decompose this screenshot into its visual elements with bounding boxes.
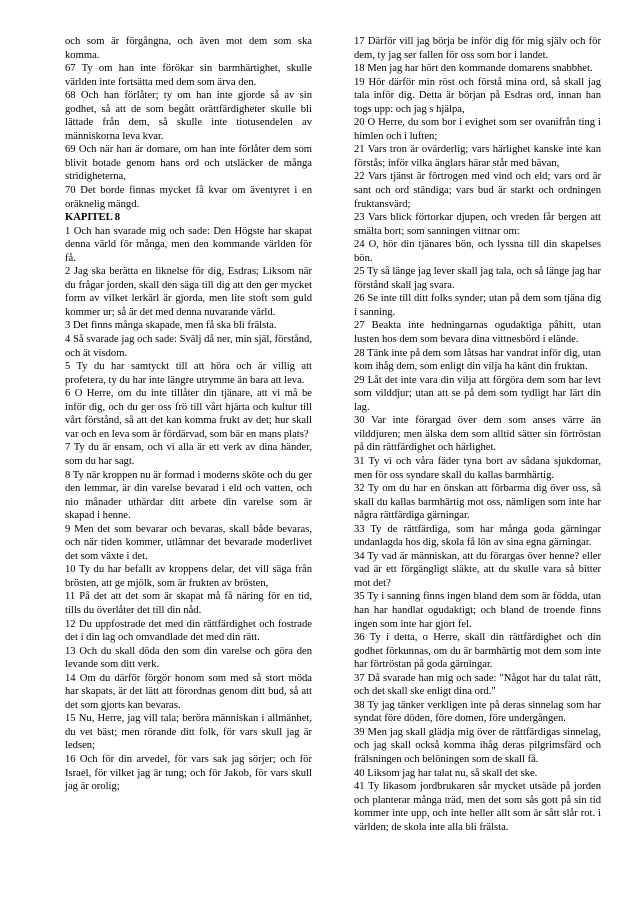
verse-paragraph: 34 Ty vad är människan, att du förargas över henne? eller vad är ett förgängligt släkte, att du skulle vara så bitter mot det? [354, 550, 601, 589]
verse-paragraph: 70 Det borde finnas mycket få kvar om äventyret i en oräknelig mängd. [65, 185, 312, 210]
verse-paragraph: 37 Då svarade han mig och sade: "Något har du talat rätt, och det skall ske enligt dina ord." [354, 672, 601, 698]
verse-paragraph: 69 Och när han är domare, om han inte förlåter dem som blivit botade genom hans ord och utsläcker de många stridigheterna, [65, 144, 312, 183]
left-column [65, 35, 312, 875]
verse-paragraph: 20 O Herre, du som bor i evighet som ser ovanifrån ting i himlen och i luften; [354, 117, 601, 142]
verse-paragraph: 36 Ty i detta, o Herre, skall din rättfärdighet och din godhet förkunnas, om du är barmhärtig mot dem som inte har förtröstan på goda gärningar. [354, 632, 601, 671]
verse-paragraph: 30 Var inte förargad över dem som anses värre än vilddjuren; men älska dem som alltid sätter sin förtröstan på din rättfärdighet och härlighet. [354, 415, 601, 454]
verse-paragraph: och som är förgångna, och även mot dem som ska komma. [65, 36, 312, 61]
verse-paragraph: 22 Vars tjänst är förtrogen med vind och eld; vars ord är sant och ord ständiga; vars bud är starkt och ordningen fruktansvärd; [354, 171, 601, 210]
verse-paragraph: 15 Nu, Herre, jag vill tala; beröra människan i allmänhet, du vet bäst; men rörande ditt folk, för vars skull jag är ledsen; [65, 713, 312, 752]
verse-paragraph: 5 Ty du har samtyckt till att höra och är villig att profetera, ty du har inte längre utrymme än bara att leva. [65, 361, 312, 386]
verse-paragraph: 41 Ty likasom jordbrukaren sår mycket utsäde på jorden och planterar många träd, men det som sås gott på sin tid kommer inte upp, och inte heller allt som är sått slår rot. i världen; de skola inte alla bli frälsta. [354, 781, 601, 833]
verse-paragraph: 24 O, hör din tjänares bön, och lyssna till din skapelses bön. [354, 239, 601, 264]
verse-paragraph: 29 Låt det inte vara din vilja att förgöra dem som har levt som vilddjur; utan att se på dem som tydligt har lärt din lag. [354, 374, 601, 413]
verse-paragraph: 7 Ty du är ensam, och vi alla är ett verk av dina händer, som du har sagt. [65, 442, 312, 467]
document-page [65, 35, 601, 875]
chapter-heading: KAPITEL 8 [65, 212, 121, 224]
verse-paragraph: 21 Vars tron är ovärderlig; vars härlighet kanske inte kan förstås; inför vilka änglars härar står med bävan, [354, 144, 601, 169]
verse-paragraph: 18 Men jag har hört den kommande domarens snabbhet. [354, 63, 593, 75]
verse-paragraph: 10 Ty du har befallt av kroppens delar, det vill säga från brösten, att ge mjölk, som är frukten av brösten, [65, 564, 312, 589]
verse-paragraph: 38 Ty jag tänker verkligen inte på deras sinnelag som har syndat före döden, före domen, före undergången. [354, 699, 601, 725]
verse-paragraph: 3 Det finns många skapade, men få ska bli frälsta. [65, 320, 277, 332]
verse-paragraph: 23 Vars blick förtorkar djupen, och vreden får bergen att smälta bort; som sanningen vittnar om: [354, 212, 601, 237]
verse-paragraph: 25 Ty så länge jag lever skall jag tala, och så länge jag har förstånd skall jag svara. [354, 266, 601, 291]
verse-paragraph: 11 På det att det som är skapat må få näring för en tid, tills du överlåter det till din nåd. [65, 591, 312, 616]
verse-paragraph: 32 Ty om du har en önskan att förbarma dig över oss, så skall du kallas barmhärtig mot oss, nämligen som inte har några rättfärdiga gärningar. [354, 483, 601, 522]
verse-paragraph: 35 Ty i sanning finns ingen bland dem som är födda, utan han har handlat ogudaktigt; och bland de troende finns ingen som inte har gjort fel. [354, 591, 601, 630]
verse-paragraph: 68 Och han förlåter; ty om han inte gjorde så av sin godhet, så att de som begått orättfärdigheter skulle bli lättade från dem, så skulle inte tiotusendelen av människorna leva kvar. [65, 90, 312, 142]
verse-paragraph: 17 Därför vill jag börja be inför dig för mig själv och för dem, ty jag ser fallen för oss som bor i landet. [354, 36, 601, 61]
verse-paragraph: 26 Se inte till ditt folks synder; utan på dem som tjäna dig i sanning. [354, 293, 601, 318]
verse-paragraph: 1 Och han svarade mig och sade: Den Högste har skapat denna värld för många, men den kommande världen för få. [65, 225, 312, 264]
verse-paragraph: 6 O Herre, om du inte tillåter din tjänare, att vi må be inför dig, och du ger oss frö till vårt hjärta och kultur till vårt förstånd, så att det kan komma frukt av det; hur skall var och en leva som är fördärvad, som bär en mans plats? [65, 388, 312, 440]
verse-paragraph: 9 Men det som bevarar och bevaras, skall både bevaras, och när tiden kommer, utlämnar det bevarade moderlivet det som växte i det. [65, 523, 312, 562]
right-column [354, 35, 601, 875]
verse-paragraph: 19 Hör därför min röst och förstå mina ord, så skall jag tala inför dig. Detta är början på Esdras ord, innan han togs upp: och jag s hjälpa, [354, 76, 601, 115]
verse-paragraph: 12 Du uppfostrade det med din rättfärdighet och fostrade det i din lag och omvandlade det med din rätt. [65, 618, 312, 644]
verse-paragraph: 8 Ty när kroppen nu är formad i moderns sköte och du ger den lemmar, är din varelse bevarad i eld och vatten, och nio månader uthärdar ditt arbete din varelse som är skapad i henne. [65, 469, 312, 522]
verse-paragraph: 33 Ty de rättfärdiga, som har många goda gärningar undanlagda hos dig, skola få lön av sina egna gärningar. [354, 523, 601, 549]
verse-paragraph: 28 Tänk inte på dem som låtsas har vandrat inför dig, utan kom ihåg dem, som enligt din vilja ha känt din fruktan. [354, 347, 601, 373]
verse-paragraph: 4 Så svarade jag och sade: Svälj då ner, min själ, förstånd, och ät visdom. [65, 334, 312, 359]
verse-paragraph: 67 Ty om han inte förökar sin barmhärtighet, skulle världen inte fortsätta med dem som ärva den. [65, 63, 312, 88]
verse-paragraph: 40 Liksom jag har talat nu, så skall det ske. [354, 767, 538, 779]
verse-paragraph: 31 Ty vi och våra fäder tyna bort av sådana sjukdomar, men för oss syndare skall du kallas barmhärtig. [354, 455, 601, 481]
verse-paragraph: 14 Om du därför förgör honom som med så stort möda har skapats, är det lätt att förordnas genom ditt bud, så att det som gjorts kan bevaras. [65, 672, 312, 711]
verse-paragraph: 13 Och du skall döda den som din varelse och göra den levande som ditt verk. [65, 645, 312, 671]
verse-paragraph: 27 Beakta inte hedningarnas ogudaktiga påhitt, utan lusten hos dem som bevara dina vittnesbörd i elände. [354, 320, 601, 346]
verse-paragraph: 2 Jag ska berätta en liknelse för dig, Esdras; Liksom när du frågar jorden, skall den säga till dig att den ger mycket form av vilket lerkärl är gjorda, men lite stoft som guld kommer ur; så är det med denna nuvarande värld. [65, 266, 312, 318]
verse-paragraph: 39 Men jag skall glädja mig över de rättfärdigas sinnelag, och jag skall också komma ihåg deras pilgrimsfärd och frälsningen och belöningen som de skall få. [354, 726, 601, 765]
verse-paragraph: 16 Och för din arvedel, för vars sak jag sörjer; och för Israel, för vilket jag är tung; och för Jakob, för vars skull jag är orolig; [65, 753, 312, 793]
